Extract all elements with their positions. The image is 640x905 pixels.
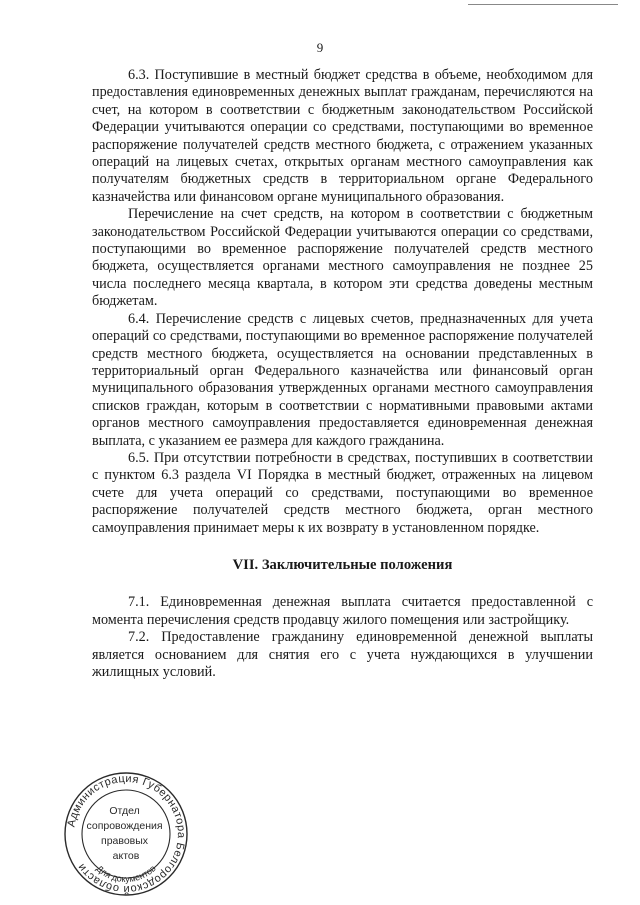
document-body [92, 67, 593, 681]
page-number: 9 [316, 40, 324, 55]
paragraph-6-3: 6.3. Поступившие в местный бюджет средства в объеме, необходимом для предоставления единовременных денежных выплат гражданам, перечисляются на счет, на котором в соответствии с бюджетным законодательством Российской Федерации учитываются операции со средствами, поступающими во временное распоряжение получателей средств местного бюджета, с отражением указанных операций на лицевых счетах, открытых органам местного самоуправления как получателям бюджетных средств в территориальном органе Федерального казначейства или финансовом органе муниципального образования. [92, 67, 593, 205]
stamp-center-line-2: сопровождения [86, 820, 163, 832]
paragraph-7-2: 7.2. Предоставление гражданину единовременной денежной выплаты является основанием для снятия его с учета нуждающихся в улучшении жилищных условий. [92, 629, 593, 680]
stamp-center-line-1: Отдел [109, 805, 140, 817]
stamp-bottom-text: Для документов [94, 863, 158, 885]
paragraph-6-3-transfer: Перечисление на счет средств, на котором в соответствии с бюджетным законодательством Российской Федерации учитываются операции со средствами, поступающими во временное распоряжение получателей средств местного бюджета, осуществляется органами местного самоуправления не позднее 25 числа последнего месяца квартала, в котором эти средства доведены местным бюджетам. [92, 206, 593, 310]
stamp-ring-text: Администрация Губернатора Белгородской области [65, 772, 188, 896]
svg-text:Отдел сопровождения [86, 805, 165, 862]
top-rule-line [468, 4, 618, 5]
paragraph-6-4: 6.4. Перечисление средств с лицевых счетов, предназначенных для учета операций со средствами, поступающими во временное распоряжение получателей средств местного бюджета, осуществляется на основании представленных в территориальный орган Федерального казначейства или финансовый орган муниципального образования утвержденных органами местного самоуправления списков граждан, которым в соответствии с нормативными правовыми актами органов местного самоуправления предоставляется единовременная денежная выплата, с указанием ее размера для каждого гражданина. [92, 310, 593, 449]
stamp-center-line-3: правовых [101, 835, 149, 847]
stamp-seal-icon [62, 770, 190, 898]
section-heading: VII. Заключительные положения [232, 556, 453, 573]
office-stamp [62, 770, 190, 898]
stamp-center-line-4: актов [112, 850, 140, 862]
paragraph-7-1: 7.1. Единовременная денежная выплата считается предоставленной с момента перечисления средств продавцу жилого помещения или застройщику. [92, 594, 593, 628]
paragraph-6-5: 6.5. При отсутствии потребности в средствах, поступивших в соответствии с пунктом 6.3 раздела VI Порядка в местный бюджет, отраженных на лицевом счете для учета операций со средствами, поступающими во временное распоряжение получателей средств местного бюджета, орган местного самоуправления принимает меры к их возврату в установленном порядке. [92, 449, 593, 536]
